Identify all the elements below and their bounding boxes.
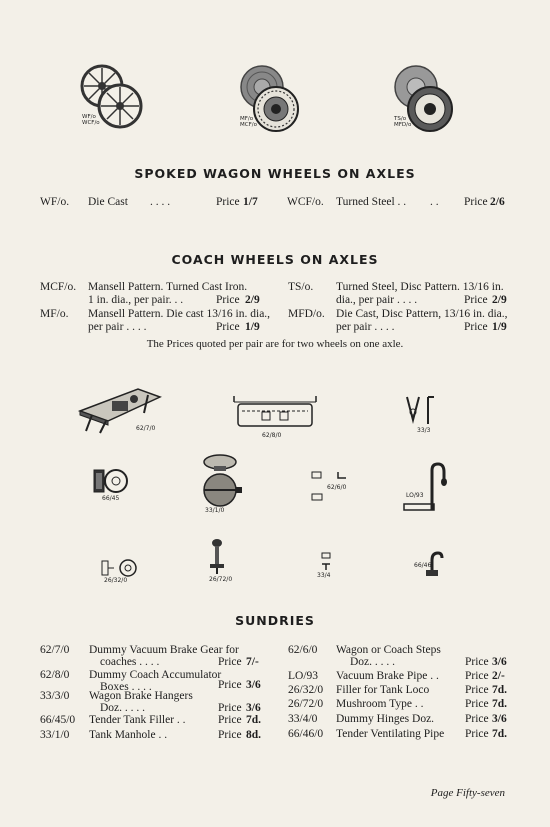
tank-manhole-illustration	[200, 452, 244, 508]
fig-label-hinges: 33/4	[317, 572, 331, 579]
dummy-hinges-illustration	[318, 551, 334, 571]
mushroom-vent-illustration	[206, 538, 228, 576]
label-line: MFD/o	[394, 122, 412, 128]
item-dots: . .	[430, 196, 439, 208]
item-line2: Boxes . . . .	[100, 681, 152, 693]
sundries-heading: SUNDRIES	[235, 613, 315, 628]
price-value: 2/9	[492, 294, 507, 306]
item-code: 66/45/0	[40, 714, 76, 726]
item-code: TS/o.	[288, 281, 314, 293]
price-value: 7d.	[492, 698, 508, 710]
price-value: 1/9	[245, 321, 260, 333]
item-code: MF/o.	[40, 308, 69, 320]
item-line2: Doz. . . . .	[100, 702, 146, 714]
price-value: 7/-	[246, 656, 259, 668]
item-code: 62/7/0	[40, 644, 70, 656]
item-code: 26/32/0	[288, 684, 324, 696]
item-code: MCF/o.	[40, 281, 77, 293]
item-code: WF/o.	[40, 196, 70, 208]
price-value: 7d.	[492, 728, 508, 740]
pricing-note: The Prices quoted per pair are for two wheels on one axle.	[146, 338, 404, 350]
fig-label-brake-pipe: LO/93	[406, 492, 424, 499]
price-label: Price	[218, 679, 242, 691]
price-value: 7d.	[492, 684, 508, 696]
price-value: 3/6	[492, 713, 507, 725]
item-line1: Tender Ventilating Pipe	[336, 728, 445, 740]
item-line2: per pair . . . .	[336, 321, 395, 333]
fig-label-small-steps: 62/6/0	[327, 484, 347, 491]
brake-hangers-illustration	[404, 394, 438, 428]
price-label: Price	[464, 196, 488, 208]
item-code: 33/1/0	[40, 729, 70, 741]
item-line1: Wagon Brake Hangers	[89, 690, 193, 702]
fig-label-filler: 66/45	[102, 495, 120, 502]
item-line1: Dummy Coach Accumulator	[89, 669, 222, 681]
fig-label-loco-filler: 26/32/0	[104, 577, 128, 584]
item-line1: Tank Manhole . .	[89, 729, 168, 741]
item-code: 33/4/0	[288, 713, 318, 725]
price-label: Price	[216, 196, 240, 208]
price-value: 3/6	[246, 679, 261, 691]
price-label: Price	[464, 321, 488, 333]
disc-wheels-label	[394, 116, 411, 128]
price-label: Price	[465, 698, 489, 710]
vacuum-brake-pipe-illustration	[402, 460, 452, 514]
item-line2: Doz. . . . .	[350, 656, 396, 668]
item-line1: Wagon or Coach Steps	[336, 644, 441, 656]
price-label: Price	[465, 670, 489, 682]
spoked-heading: SPOKED WAGON WHEELS ON AXLES	[134, 166, 416, 181]
price-label: Price	[218, 656, 242, 668]
item-line2: dia., per pair . . . .	[336, 294, 418, 306]
item-line2: coaches . . . .	[100, 656, 160, 668]
item-description: Die Cast	[88, 196, 128, 208]
spoked-wheels-label	[82, 114, 100, 126]
label-line: WCF/o	[82, 120, 100, 126]
item-dots: . . . .	[150, 196, 171, 208]
price-value: 3/6	[246, 702, 261, 714]
price-value: 2/-	[492, 670, 505, 682]
item-line1: Vacuum Brake Pipe . .	[336, 670, 439, 682]
item-line1: Dummy Vacuum Brake Gear for	[89, 644, 239, 656]
label-line: MF/o	[240, 116, 254, 122]
price-value: 8d.	[246, 729, 262, 741]
item-code: 62/8/0	[40, 669, 70, 681]
price-label: Price	[218, 714, 242, 726]
item-line2: 1 in. dia., per pair. . .	[88, 294, 184, 306]
label-line: MCF/o	[240, 122, 257, 128]
item-code: MFD/o.	[288, 308, 325, 320]
label-line: TS/o	[394, 116, 407, 122]
price-value: 7d.	[246, 714, 262, 726]
item-line1: Filler for Tank Loco	[336, 684, 430, 696]
page-number: Page Fifty-seven	[430, 787, 505, 799]
accumulator-boxes-illustration	[232, 394, 318, 428]
fig-label-mushroom: 26/72/0	[209, 576, 233, 583]
item-code: WCF/o.	[287, 196, 324, 208]
item-code: 33/3/0	[40, 690, 70, 702]
item-line1: Tender Tank Filler . .	[89, 714, 186, 726]
price-label: Price	[216, 321, 240, 333]
price-label: Price	[464, 294, 488, 306]
item-line2: per pair . . . .	[88, 321, 147, 333]
fig-label-steps: 62/8/0	[262, 432, 282, 439]
item-line1: Mansell Pattern. Turned Cast Iron.	[88, 281, 248, 293]
item-code: 62/6/0	[288, 644, 318, 656]
item-line1: Dummy Hinges Doz.	[336, 713, 435, 725]
price-value: 1/7	[243, 196, 258, 208]
price-value: 2/9	[245, 294, 260, 306]
fig-label-vent-pipe: 66/46	[414, 562, 432, 569]
item-line1: Turned Steel, Disc Pattern. 13/16 in.	[336, 281, 504, 293]
item-line1: Die Cast, Disc Pattern, 13/16 in. dia.,	[336, 308, 508, 320]
price-label: Price	[218, 729, 242, 741]
fig-label-hangers: 33/3	[417, 427, 431, 434]
item-code: LO/93	[288, 670, 319, 682]
price-label: Price	[218, 702, 242, 714]
mansell-wheels-label	[240, 116, 257, 128]
price-value: 1/9	[492, 321, 507, 333]
label-line: WF/o	[82, 114, 96, 120]
price-label: Price	[465, 728, 489, 740]
price-label: Price	[216, 294, 240, 306]
item-line1: Mansell Pattern. Die cast 13/16 in. dia.,	[88, 308, 271, 320]
fig-label-brake-gear: 62/7/0	[136, 425, 156, 432]
item-description: Turned Steel . .	[336, 196, 407, 208]
price-value: 2/6	[490, 196, 505, 208]
price-label: Price	[465, 684, 489, 696]
price-value: 3/6	[492, 656, 507, 668]
price-label: Price	[465, 713, 489, 725]
price-label: Price	[465, 656, 489, 668]
coach-heading: COACH WHEELS ON AXLES	[171, 252, 379, 267]
item-code: 66/46/0	[288, 728, 324, 740]
item-code: 26/72/0	[288, 698, 324, 710]
tank-filler-illustration	[92, 468, 130, 494]
item-line1: Mushroom Type . .	[336, 698, 424, 710]
fig-label-manhole: 33/1/0	[205, 507, 225, 514]
